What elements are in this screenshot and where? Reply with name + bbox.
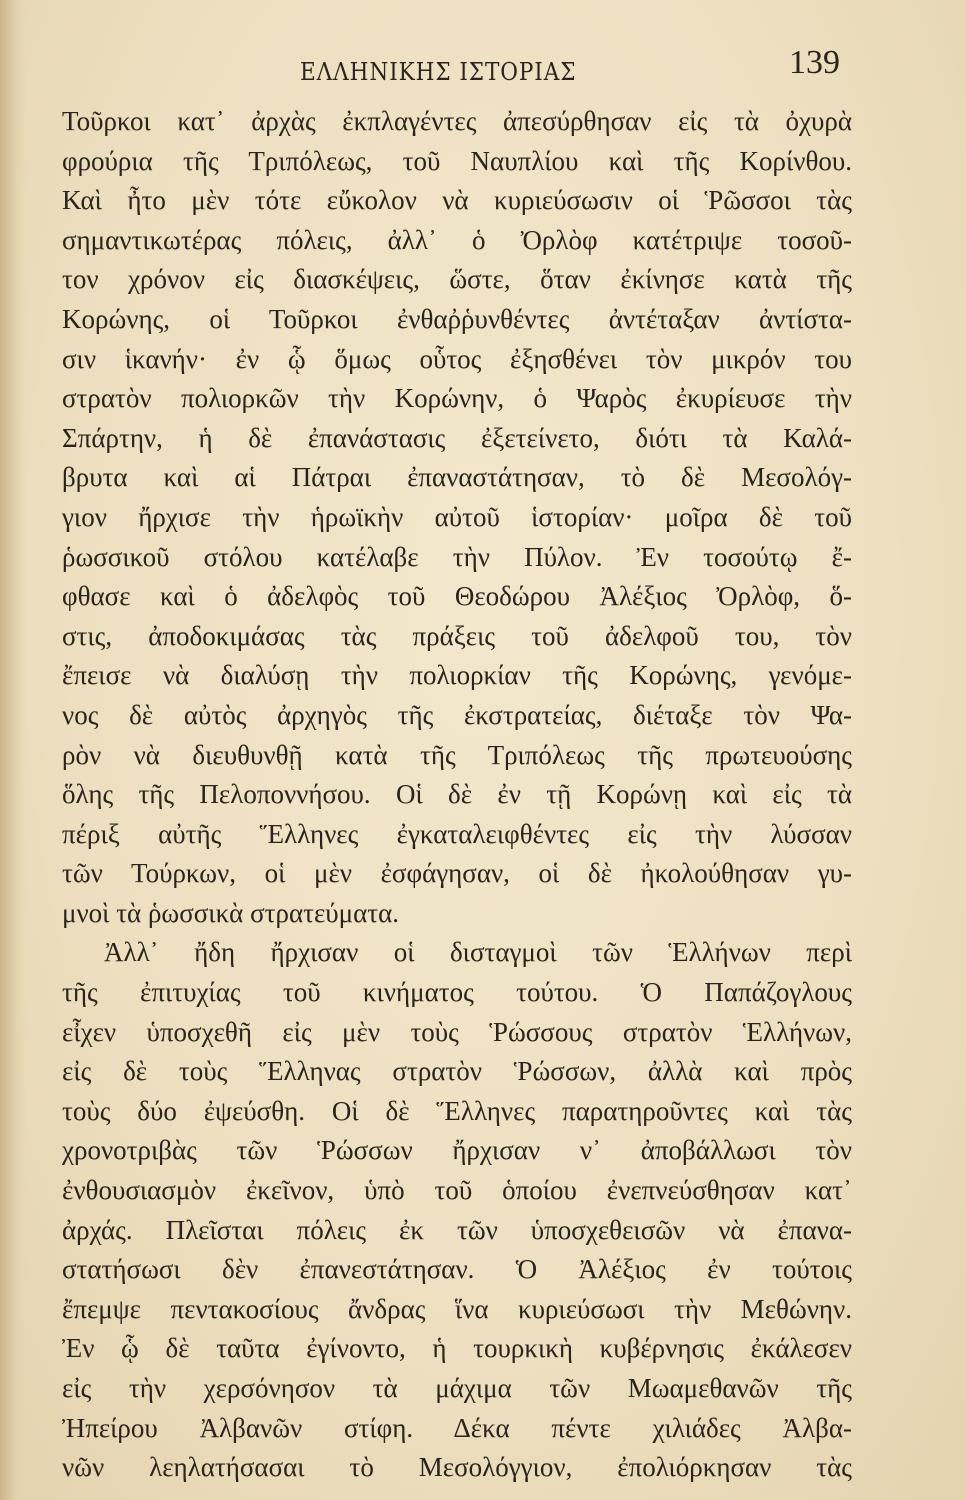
text-line: γιον ἤρχισε τὴν ἡρωϊκὴν αὐτοῦ ἱστορίαν· μοῖρα δὲ τοῦ — [62, 501, 852, 532]
text-line: ἐνθουσιασμὸν ἐκεῖνον, ὑπὸ τοῦ ὁποίου ἐνεπνεύσθησαν κατ᾽ — [62, 1175, 852, 1206]
text-line: ἔπεισε νὰ διαλύσῃ τὴν πολιορκίαν τῆς Κορώνης, γενόμε- — [62, 660, 852, 691]
text-line: Σπάρτην, ἡ δὲ ἐπανάστασις ἐξετείνετο, διότι τὰ Καλά- — [62, 422, 852, 453]
text-line: πέριξ αὐτῆς Ἕλληνες ἐγκαταλειφθέντες εἰς τὴν λύσσαν — [62, 818, 852, 849]
paragraph-start-line: Ἀλλ᾽ ἤδη ἤρχισαν οἱ δισταγμοὶ τῶν Ἑλλήνων περὶ — [104, 937, 852, 968]
text-line: ὅλης τῆς Πελοποννήσου. Οἱ δὲ ἐν τῇ Κορώνῃ καὶ εἰς τὰ — [62, 779, 852, 810]
text-line: στις, ἀποδοκιμάσας τὰς πράξεις τοῦ ἀδελφοῦ του, τὸν — [62, 620, 852, 651]
text-line: εἰς τὴν χερσόνησον τὰ μάχιμα τῶν Μωαμεθανῶν τῆς — [62, 1373, 852, 1403]
page-number: 139 — [789, 44, 840, 81]
text-line: χρονοτριβὰς τῶν Ῥώσσων ἤρχισαν ν᾽ ἀποβάλλωσι τὸν — [62, 1135, 852, 1166]
text-line: εἰς δὲ τοὺς Ἕλληνας στρατὸν Ῥώσσων, ἀλλὰ καὶ πρὸς — [62, 1056, 852, 1087]
text-line: Κορώνης, οἱ Τοῦρκοι ἐνθαῤῥυνθέντες ἀντέταξαν ἀντίστα- — [62, 303, 852, 334]
text-line: τον χρόνον εἰς διασκέψεις, ὥστε, ὅταν ἐκίνησε κατὰ τῆς — [62, 264, 852, 295]
text-line: Ἐν ᾧ δὲ ταῦτα ἐγίνοντο, ἡ τουρκικὴ κυβέρνησις ἐκάλεσεν — [62, 1333, 852, 1364]
text-line: ἔπεμψε πεντακοσίους ἄνδρας ἵνα κυριεύσωσι τὴν Μεθώνην. — [62, 1293, 852, 1324]
text-line: στατήσωσι δὲν ἐπανεστάτησαν. Ὁ Ἀλέξιος ἐν τούτοις — [62, 1254, 852, 1285]
text-line: στρατὸν πολιορκῶν τὴν Κορώνην, ὁ Ψαρὸς ἐκυρίευσε τὴν — [62, 383, 852, 414]
text-line: Τοῦρκοι κατ᾽ ἀρχὰς ἐκπλαγέντες ἀπεσύρθησαν εἰς τὰ ὀχυρὰ — [62, 106, 852, 136]
text-line: τῶν Τούρκων, οἱ μὲν ἐσφάγησαν, οἱ δὲ ἠκολούθησαν γυ- — [62, 858, 852, 889]
text-line: Καὶ ἦτο μὲν τότε εὔκολον νὰ κυριεύσωσιν οἱ Ῥῶσσοι τὰς — [62, 185, 852, 216]
text-line: νος δὲ αὐτὸς ἀρχηγὸς τῆς ἐκστρατείας, διέταξε τὸν Ψα- — [62, 699, 852, 730]
text-line: σιν ἱκανήν· ἐν ᾧ ὅμως οὗτος ἐξησθένει τὸν μικρόν του — [62, 343, 852, 374]
running-title: ΕΛΛΗΝΙΚΗΣ ΙΣΤΟΡΙΑΣ — [300, 58, 577, 86]
page-header — [60, 40, 840, 96]
text-line: τοὺς δύο ἐψεύσθη. Οἱ δὲ Ἕλληνες παρατηροῦντες καὶ τὰς — [62, 1095, 852, 1126]
text-line: φρούρια τῆς Τριπόλεως, τοῦ Ναυπλίου καὶ τῆς Κορίνθου. — [62, 145, 852, 176]
text-line: ἀρχάς. Πλεῖσται πόλεις ἐκ τῶν ὑποσχεθεισῶν νὰ ἐπανα- — [62, 1214, 852, 1245]
text-line: Ἠπείρου Ἀλβανῶν στίφη. Δέκα πέντε χιλιάδες Ἀλβα- — [62, 1412, 852, 1443]
paragraph-end-line: μνοὶ τὰ ῥωσσικὰ στρατεύματα. — [62, 897, 400, 928]
page-binding-shadow — [0, 0, 26, 1500]
text-line: νῶν λεηλατήσασαι τὸ Μεσολόγγιον, ἐπολιόρκησαν τὰς — [62, 1452, 852, 1483]
body-text — [62, 102, 852, 1488]
text-line: φθασε καὶ ὁ ἀδελφὸς τοῦ Θεοδώρου Ἀλέξιος Ὀρλὸφ, ὅ- — [62, 581, 852, 612]
text-line: ῥωσσικοῦ στόλου κατέλαβε τὴν Πύλον. Ἐν τοσούτῳ ἔ- — [62, 541, 852, 572]
text-line: σημαντικωτέρας πόλεις, ἀλλ᾽ ὁ Ὀρλὸφ κατέτριψε τοσοῦ- — [62, 224, 852, 255]
text-line: τῆς ἐπιτυχίας τοῦ κινήματος τούτου. Ὁ Παπάζογλους — [62, 977, 852, 1008]
text-line: ρὸν νὰ διευθυνθῇ κατὰ τῆς Τριπόλεως τῆς πρωτευούσης — [62, 739, 852, 770]
text-line: εἶχεν ὑποσχεθῆ εἰς μὲν τοὺς Ῥώσσους στρατὸν Ἑλλήνων, — [62, 1016, 852, 1047]
text-line: βρυτα καὶ αἱ Πάτραι ἐπαναστάτησαν, τὸ δὲ Μεσολόγ- — [62, 462, 852, 493]
